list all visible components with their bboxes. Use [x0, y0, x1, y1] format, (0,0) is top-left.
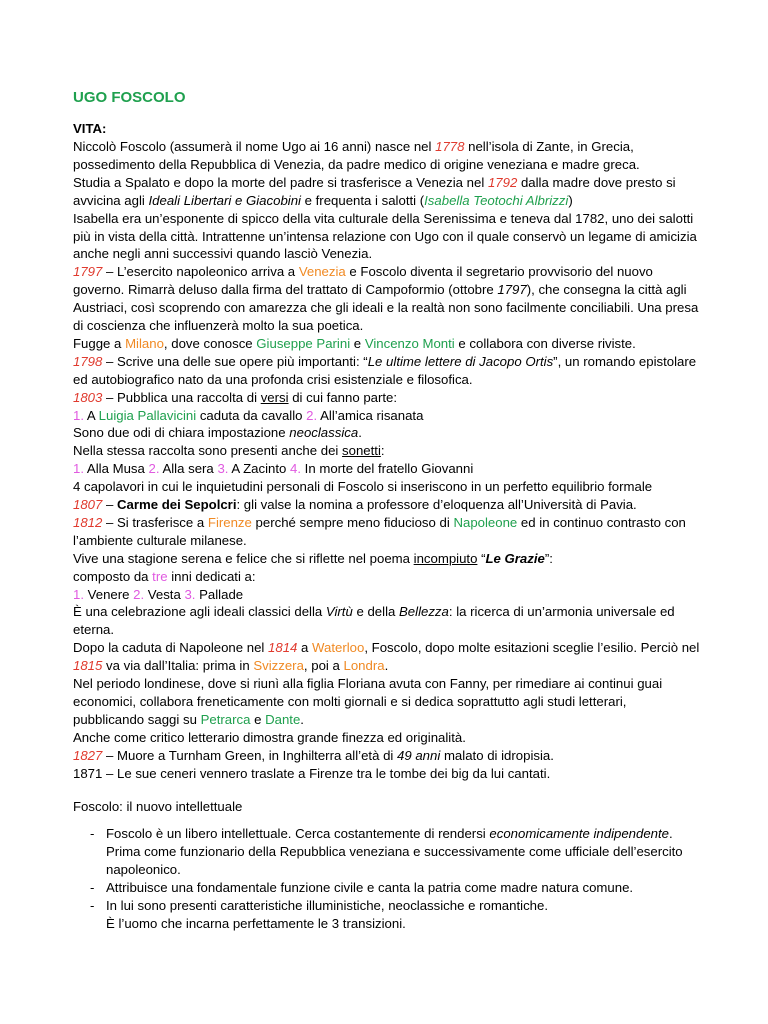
- text-line: [73, 407, 423, 425]
- text-segment: – Scrive una delle sue opere più importanti: “: [102, 353, 368, 369]
- text-segment: .: [669, 826, 673, 841]
- text-segment: Firenze: [207, 514, 252, 530]
- text-segment: e: [350, 335, 365, 351]
- text-segment: neoclassica: [289, 425, 359, 441]
- text-segment: 4 capolavori in cui le inquietudini personali di Foscolo si inseriscono in un perfetto equilibrio formale: [73, 479, 653, 495]
- text-line: [73, 192, 573, 210]
- text-line: [73, 532, 247, 550]
- text-segment: Isabella Teotochi Albrizzi: [424, 192, 569, 208]
- text-line: [73, 765, 550, 783]
- text-segment: 1807: [73, 497, 103, 512]
- text-segment: –: [102, 497, 118, 512]
- text-segment: :: [380, 443, 385, 459]
- text-segment: dalla madre dove presto si: [517, 174, 676, 190]
- text-segment: È una celebrazione agli ideali classici della: [73, 604, 326, 620]
- text-line: [73, 228, 697, 246]
- bullet-marker: -: [90, 826, 95, 841]
- text-segment: Giuseppe Parini: [256, 335, 351, 351]
- text-segment: Austriaci, così scoprendo con amarezza che gli ideali e la realtà non sono facilmente conciliabili. Una presa: [73, 300, 699, 316]
- text-segment: Londra: [343, 658, 385, 674]
- text-segment: Petrarca: [200, 711, 251, 727]
- text-segment: A Zacinto: [228, 461, 291, 477]
- text-segment: Pallade: [195, 586, 244, 602]
- text-segment: All’amica risanata: [317, 407, 424, 423]
- text-segment: ), che consegna la città agli: [526, 282, 687, 298]
- text-segment: tre: [152, 568, 168, 584]
- text-segment: .: [358, 425, 362, 441]
- bullet-text-line: [106, 879, 633, 897]
- text-segment: : gli valse la nomina a professore d’eloquenza all’Università di Pavia.: [236, 497, 637, 512]
- text-segment: Vincenzo Monti: [364, 335, 455, 351]
- text-line: [73, 729, 466, 747]
- text-segment: 1797: [73, 264, 103, 280]
- text-segment: di coscienza che influenzerà molto la sua poetica.: [73, 318, 364, 333]
- bullet-text-line: [106, 825, 673, 843]
- bullet-marker: -: [90, 880, 95, 895]
- text-segment: Milano: [125, 335, 164, 351]
- text-segment: 1.: [73, 586, 84, 602]
- text-segment: Vesta: [144, 586, 185, 602]
- text-segment: Dopo la caduta di Napoleone nel: [73, 640, 269, 656]
- text-segment: più in vista della città. Intrattenne un’intensa relazione con Ugo con il quale conservò un legame di amicizia: [73, 228, 697, 244]
- text-segment: 1812: [73, 514, 103, 530]
- text-line: [73, 639, 699, 657]
- text-line: [73, 353, 696, 371]
- text-segment: e frequenta i salotti (: [300, 192, 425, 208]
- text-segment: Alla sera: [159, 461, 218, 477]
- text-segment: e della: [352, 604, 400, 620]
- text-segment: inni dedicati a:: [167, 568, 256, 584]
- bullet-marker: -: [90, 898, 95, 913]
- text-line: [73, 299, 698, 317]
- text-line: [73, 568, 256, 586]
- text-segment: possedimento della Repubblica di Venezia, da padre medico di origine veneziana e madre greca.: [73, 156, 640, 172]
- text-line: [73, 317, 363, 335]
- text-line: [73, 675, 662, 693]
- text-segment: Nella stessa raccolta sono presenti anche dei: [73, 443, 343, 459]
- text-segment: va via dall’Italia: prima in: [102, 658, 254, 674]
- text-segment: , Foscolo, dopo molte esitazioni sceglie l’esilio. Perciò nel: [364, 640, 700, 656]
- bullet-text-line: [106, 843, 683, 861]
- text-line: [73, 657, 388, 675]
- text-segment: Le ultime lettere di Jacopo Ortis: [367, 353, 554, 369]
- text-line: [73, 621, 114, 639]
- text-segment: – Pubblica una raccolta di: [102, 389, 261, 405]
- vita-heading: VITA:: [73, 121, 107, 136]
- text-segment: ”:: [544, 550, 553, 566]
- text-segment: 1798: [73, 353, 103, 369]
- bullet-text-line: [106, 897, 548, 915]
- text-segment: Virtù: [325, 604, 353, 620]
- text-segment: e collabora con diverse riviste.: [454, 335, 636, 351]
- text-segment: 1803: [73, 389, 103, 405]
- text-line: [73, 281, 687, 299]
- text-line: [73, 174, 676, 192]
- text-segment: Alla Musa: [84, 461, 149, 477]
- text-segment: versi: [260, 389, 289, 405]
- text-segment: Niccolò Foscolo (assumerà il nome Ugo ai 16 anni) nasce nel: [73, 139, 436, 154]
- text-segment: Venere: [84, 586, 134, 602]
- text-line: [73, 496, 637, 514]
- text-segment: Luigia Pallavicini: [98, 407, 197, 423]
- text-segment: Isabella era un’esponente di spicco della vita culturale della Serenissima e teneva dal 1782, uno dei salotti: [73, 210, 694, 226]
- text-segment: Waterloo: [312, 640, 365, 656]
- page-title: UGO FOSCOLO: [73, 89, 186, 106]
- text-segment: 1827: [73, 747, 103, 763]
- text-segment: e: [250, 711, 266, 727]
- text-line: [73, 156, 640, 174]
- text-segment: Svizzera: [253, 658, 304, 674]
- text-segment: – Muore a Turnham Green, in Inghilterra all’età di: [102, 747, 398, 763]
- text-segment: , poi a: [303, 658, 344, 674]
- section-heading: Foscolo: il nuovo intellettuale: [73, 799, 243, 814]
- text-segment: a: [297, 640, 313, 656]
- text-segment: 1797: [497, 282, 527, 298]
- text-line: [73, 514, 686, 532]
- text-line: [73, 603, 675, 621]
- text-line: [73, 693, 626, 711]
- text-segment: 2.: [133, 586, 145, 602]
- text-segment: 1778: [435, 139, 465, 154]
- text-segment: .: [300, 711, 304, 727]
- text-segment: caduta da cavallo: [196, 407, 307, 423]
- text-segment: 2.: [306, 407, 318, 423]
- text-segment: 1.: [73, 461, 84, 477]
- text-segment: 1871 – Le sue ceneri vennero traslate a Firenze tra le tombe dei big da lui cantati.: [73, 765, 551, 781]
- text-line: [73, 586, 243, 604]
- text-segment: .: [384, 658, 389, 674]
- text-line: [73, 335, 636, 353]
- text-segment: Anche come critico letterario dimostra grande finezza ed originalità.: [73, 729, 466, 745]
- text-segment: avvicina agli: [73, 192, 149, 208]
- text-segment: ed autobiografico nato da una profonda crisi esistenziale e filosofica.: [73, 371, 473, 387]
- text-segment: 1.: [73, 407, 84, 423]
- text-segment: Nel periodo londinese, dove si riunì alla figlia Floriana avuta con Fanny, per rimediare ai continui guai: [73, 676, 663, 691]
- text-segment: In lui sono presenti caratteristiche illuministiche, neoclassiche e romantiche.: [106, 898, 548, 913]
- text-segment: “: [477, 550, 486, 566]
- text-segment: 1814: [268, 640, 298, 656]
- text-segment: Fugge a: [73, 335, 126, 351]
- text-segment: ”, un romando epistolare: [553, 353, 697, 369]
- text-segment: malato di idropisia.: [440, 747, 554, 763]
- text-line: [73, 210, 693, 228]
- text-segment: – L’esercito napoleonico arriva a: [102, 264, 299, 280]
- text-segment: napoleonico.: [106, 862, 181, 877]
- text-line: [73, 389, 397, 407]
- text-segment: composto da: [73, 568, 153, 584]
- text-segment: Bellezza: [399, 604, 449, 620]
- text-segment: In morte del fratello Giovanni: [301, 461, 474, 477]
- text-line: [73, 424, 362, 442]
- text-segment: eterna.: [73, 622, 115, 638]
- text-line: [73, 245, 372, 263]
- text-segment: sonetti: [342, 443, 381, 459]
- bullet-text-line: [106, 861, 181, 879]
- text-segment: Venezia: [298, 264, 346, 280]
- text-line: [73, 478, 652, 496]
- text-line: [73, 263, 653, 281]
- text-line: [73, 442, 385, 460]
- text-segment: : la ricerca di un’armonia universale ed: [448, 604, 675, 620]
- text-segment: – Si trasferisce a: [102, 514, 208, 530]
- text-segment: economicamente indipendente: [489, 826, 670, 841]
- text-segment: Dante: [265, 711, 301, 727]
- text-segment: Sono due odi di chiara impostazione: [73, 425, 290, 441]
- text-segment: nell’isola di Zante, in Grecia,: [464, 139, 634, 154]
- text-segment: di cui fanno parte:: [288, 389, 398, 405]
- text-segment: 4.: [290, 461, 302, 477]
- text-segment: Carme dei Sepolcri: [117, 497, 237, 512]
- text-segment: e Foscolo diventa il segretario provvisorio del nuovo: [345, 264, 653, 280]
- text-segment: Prima come funzionario della Repubblica veneziana e successivamente come ufficiale dell’esercito: [106, 844, 683, 859]
- text-segment: ed in continuo contrasto con: [517, 514, 686, 530]
- text-segment: Vive una stagione serena e felice che si riflette nel poema: [73, 550, 414, 566]
- text-segment: , dove conosce: [163, 335, 257, 351]
- text-segment: incompiuto: [413, 550, 478, 566]
- text-segment: governo. Rimarrà deluso dalla firma del trattato di Campoformio (ottobre: [73, 282, 498, 298]
- text-segment: perché sempre meno fiducioso di: [251, 514, 454, 530]
- text-segment: Le Grazie: [485, 550, 545, 566]
- text-line: [73, 550, 553, 568]
- text-line: [73, 371, 473, 389]
- text-segment: Attribuisce una fondamentale funzione civile e canta la patria come madre natura comune.: [106, 880, 634, 895]
- text-segment: 3.: [217, 461, 229, 477]
- text-segment: A: [84, 407, 99, 423]
- text-segment: Napoleone: [453, 514, 518, 530]
- text-segment: Ideali Libertari e Giacobini: [148, 192, 301, 208]
- text-segment: pubblicando saggi su: [73, 711, 201, 727]
- text-segment: Studia a Spalato e dopo la morte del padre si trasferisce a Venezia nel: [73, 174, 488, 190]
- text-line: [73, 460, 473, 478]
- text-segment: È l’uomo che incarna perfettamente le 3 transizioni.: [106, 916, 406, 931]
- text-segment: ): [568, 192, 573, 208]
- text-segment: anche negli anni successivi quando lasciò Venezia.: [73, 246, 373, 262]
- bullet-text-line: [106, 915, 406, 933]
- text-segment: 49 anni: [397, 747, 441, 763]
- text-line: [73, 747, 554, 765]
- text-segment: 2.: [148, 461, 160, 477]
- text-segment: 1815: [73, 658, 103, 674]
- text-segment: economici, collabora freneticamente con molti giornali e si dedica soprattutto agli studi letterari,: [73, 693, 627, 709]
- text-line: [73, 138, 634, 156]
- text-segment: 1792: [487, 174, 518, 190]
- text-segment: l’ambiente culturale milanese.: [73, 532, 247, 548]
- text-segment: Foscolo è un libero intellettuale. Cerca costantemente di rendersi: [106, 826, 490, 841]
- text-line: [73, 711, 304, 729]
- text-segment: 3.: [184, 586, 196, 602]
